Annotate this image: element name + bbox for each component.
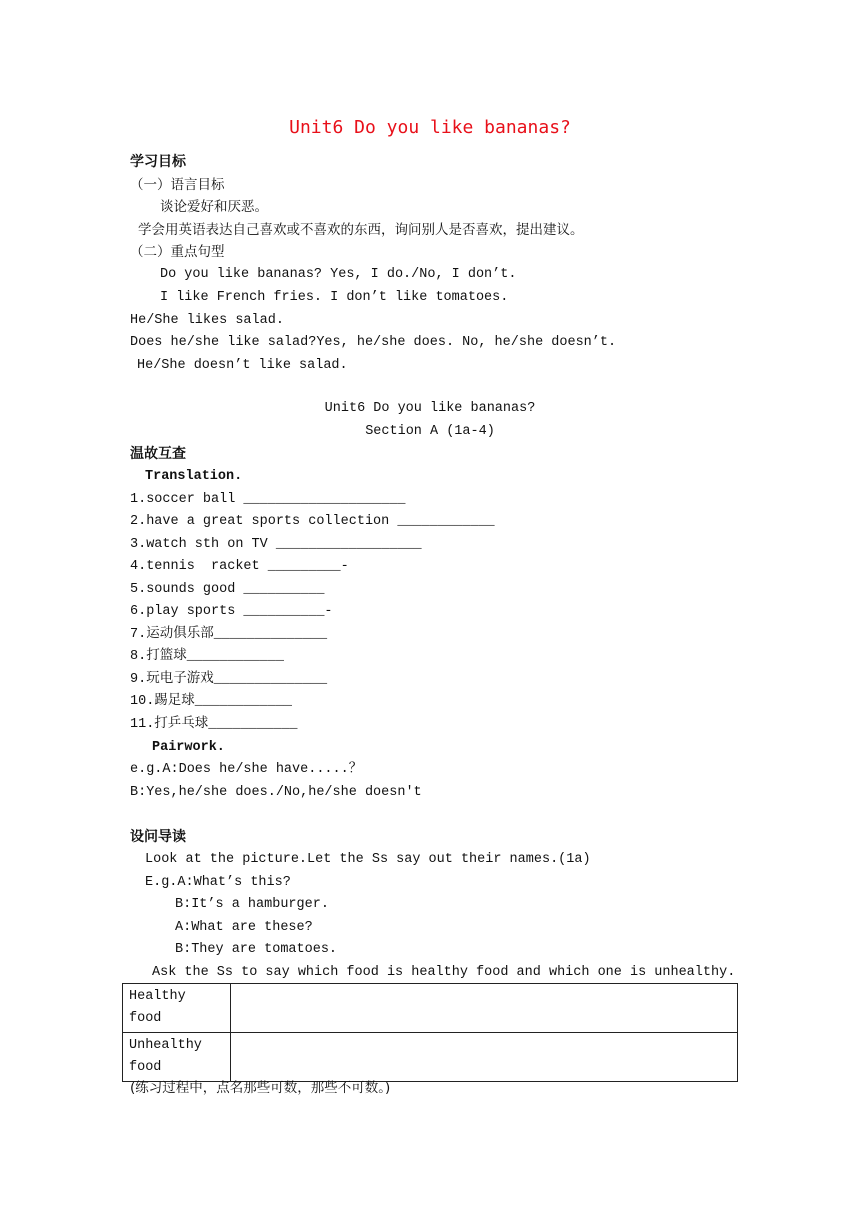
- review-heading: 温故互查: [130, 446, 186, 462]
- translation-item: 9.玩电子游戏______________: [130, 672, 328, 687]
- guide-example: B:They are tomatoes.: [175, 942, 338, 957]
- key-sentences-heading: （二）重点句型: [130, 244, 225, 260]
- translation-item: 6.play sports __________-: [130, 604, 333, 619]
- translation-item: 10.踢足球____________: [130, 694, 293, 709]
- practice-note: (练习过程中，点名那些可数，那些不可数。): [130, 1080, 391, 1096]
- table-cell-label: Unhealthy food: [123, 1033, 231, 1082]
- section-subtitle: Section A (1a-4): [365, 424, 495, 439]
- translation-item: 1.soccer ball ____________________: [130, 492, 406, 507]
- food-classification-table: [122, 983, 738, 1082]
- key-sentence: I like French fries. I don’t like tomatoes.: [160, 290, 509, 305]
- key-sentence: Does he/she like salad?Yes, he/she does. No, he/she doesn’t.: [130, 335, 617, 350]
- guide-example: B:It’s a hamburger.: [175, 897, 329, 912]
- translation-item: 11.打乒乓球___________: [130, 717, 298, 732]
- translation-item: 8.打篮球____________: [130, 649, 284, 664]
- guide-instruction: Look at the picture.Let the Ss say out their names.(1a): [145, 852, 591, 867]
- page-title: Unit6 Do you like bananas?: [289, 117, 571, 138]
- guide-heading: 设问导读: [130, 829, 186, 845]
- pairwork-example: e.g.A:Does he/she have.....？: [130, 762, 363, 777]
- language-objective-line: 学会用英语表达自己喜欢或不喜欢的东西，询问别人是否喜欢，提出建议。: [138, 222, 584, 238]
- language-objective-line: 谈论爱好和厌恶。: [160, 199, 268, 215]
- translation-item: 4.tennis racket _________-: [130, 559, 349, 574]
- guide-example: A:What are these?: [175, 920, 313, 935]
- table-cell-answer[interactable]: [231, 984, 738, 1033]
- table-cell-answer[interactable]: [231, 1033, 738, 1082]
- translation-item: 3.watch sth on TV __________________: [130, 537, 422, 552]
- translation-item: 2.have a great sports collection ____________: [130, 514, 495, 529]
- table-row: [123, 1033, 738, 1082]
- table-row: [123, 984, 738, 1033]
- guide-example: E.g.A:What’s this?: [145, 875, 291, 890]
- translation-item: 5.sounds good __________: [130, 582, 325, 597]
- pairwork-example: B:Yes,he/she does./No,he/she doesn't: [130, 785, 422, 800]
- table-cell-label: Healthy food: [123, 984, 231, 1033]
- section-title: Unit6 Do you like bananas?: [324, 401, 536, 416]
- key-sentence: He/She likes salad.: [130, 313, 284, 328]
- key-sentence: Do you like bananas? Yes, I do./No, I don’t.: [160, 267, 517, 282]
- language-objective-heading: （一）语言目标: [130, 177, 225, 193]
- key-sentence: He/She doesn’t like salad.: [137, 358, 348, 373]
- guide-instruction: Ask the Ss to say which food is healthy food and which one is unhealthy.: [152, 965, 736, 980]
- objectives-heading: 学习目标: [130, 154, 186, 170]
- translation-label: Translation.: [145, 469, 243, 484]
- pairwork-label: Pairwork.: [152, 740, 225, 755]
- translation-item: 7.运动俱乐部______________: [130, 627, 328, 642]
